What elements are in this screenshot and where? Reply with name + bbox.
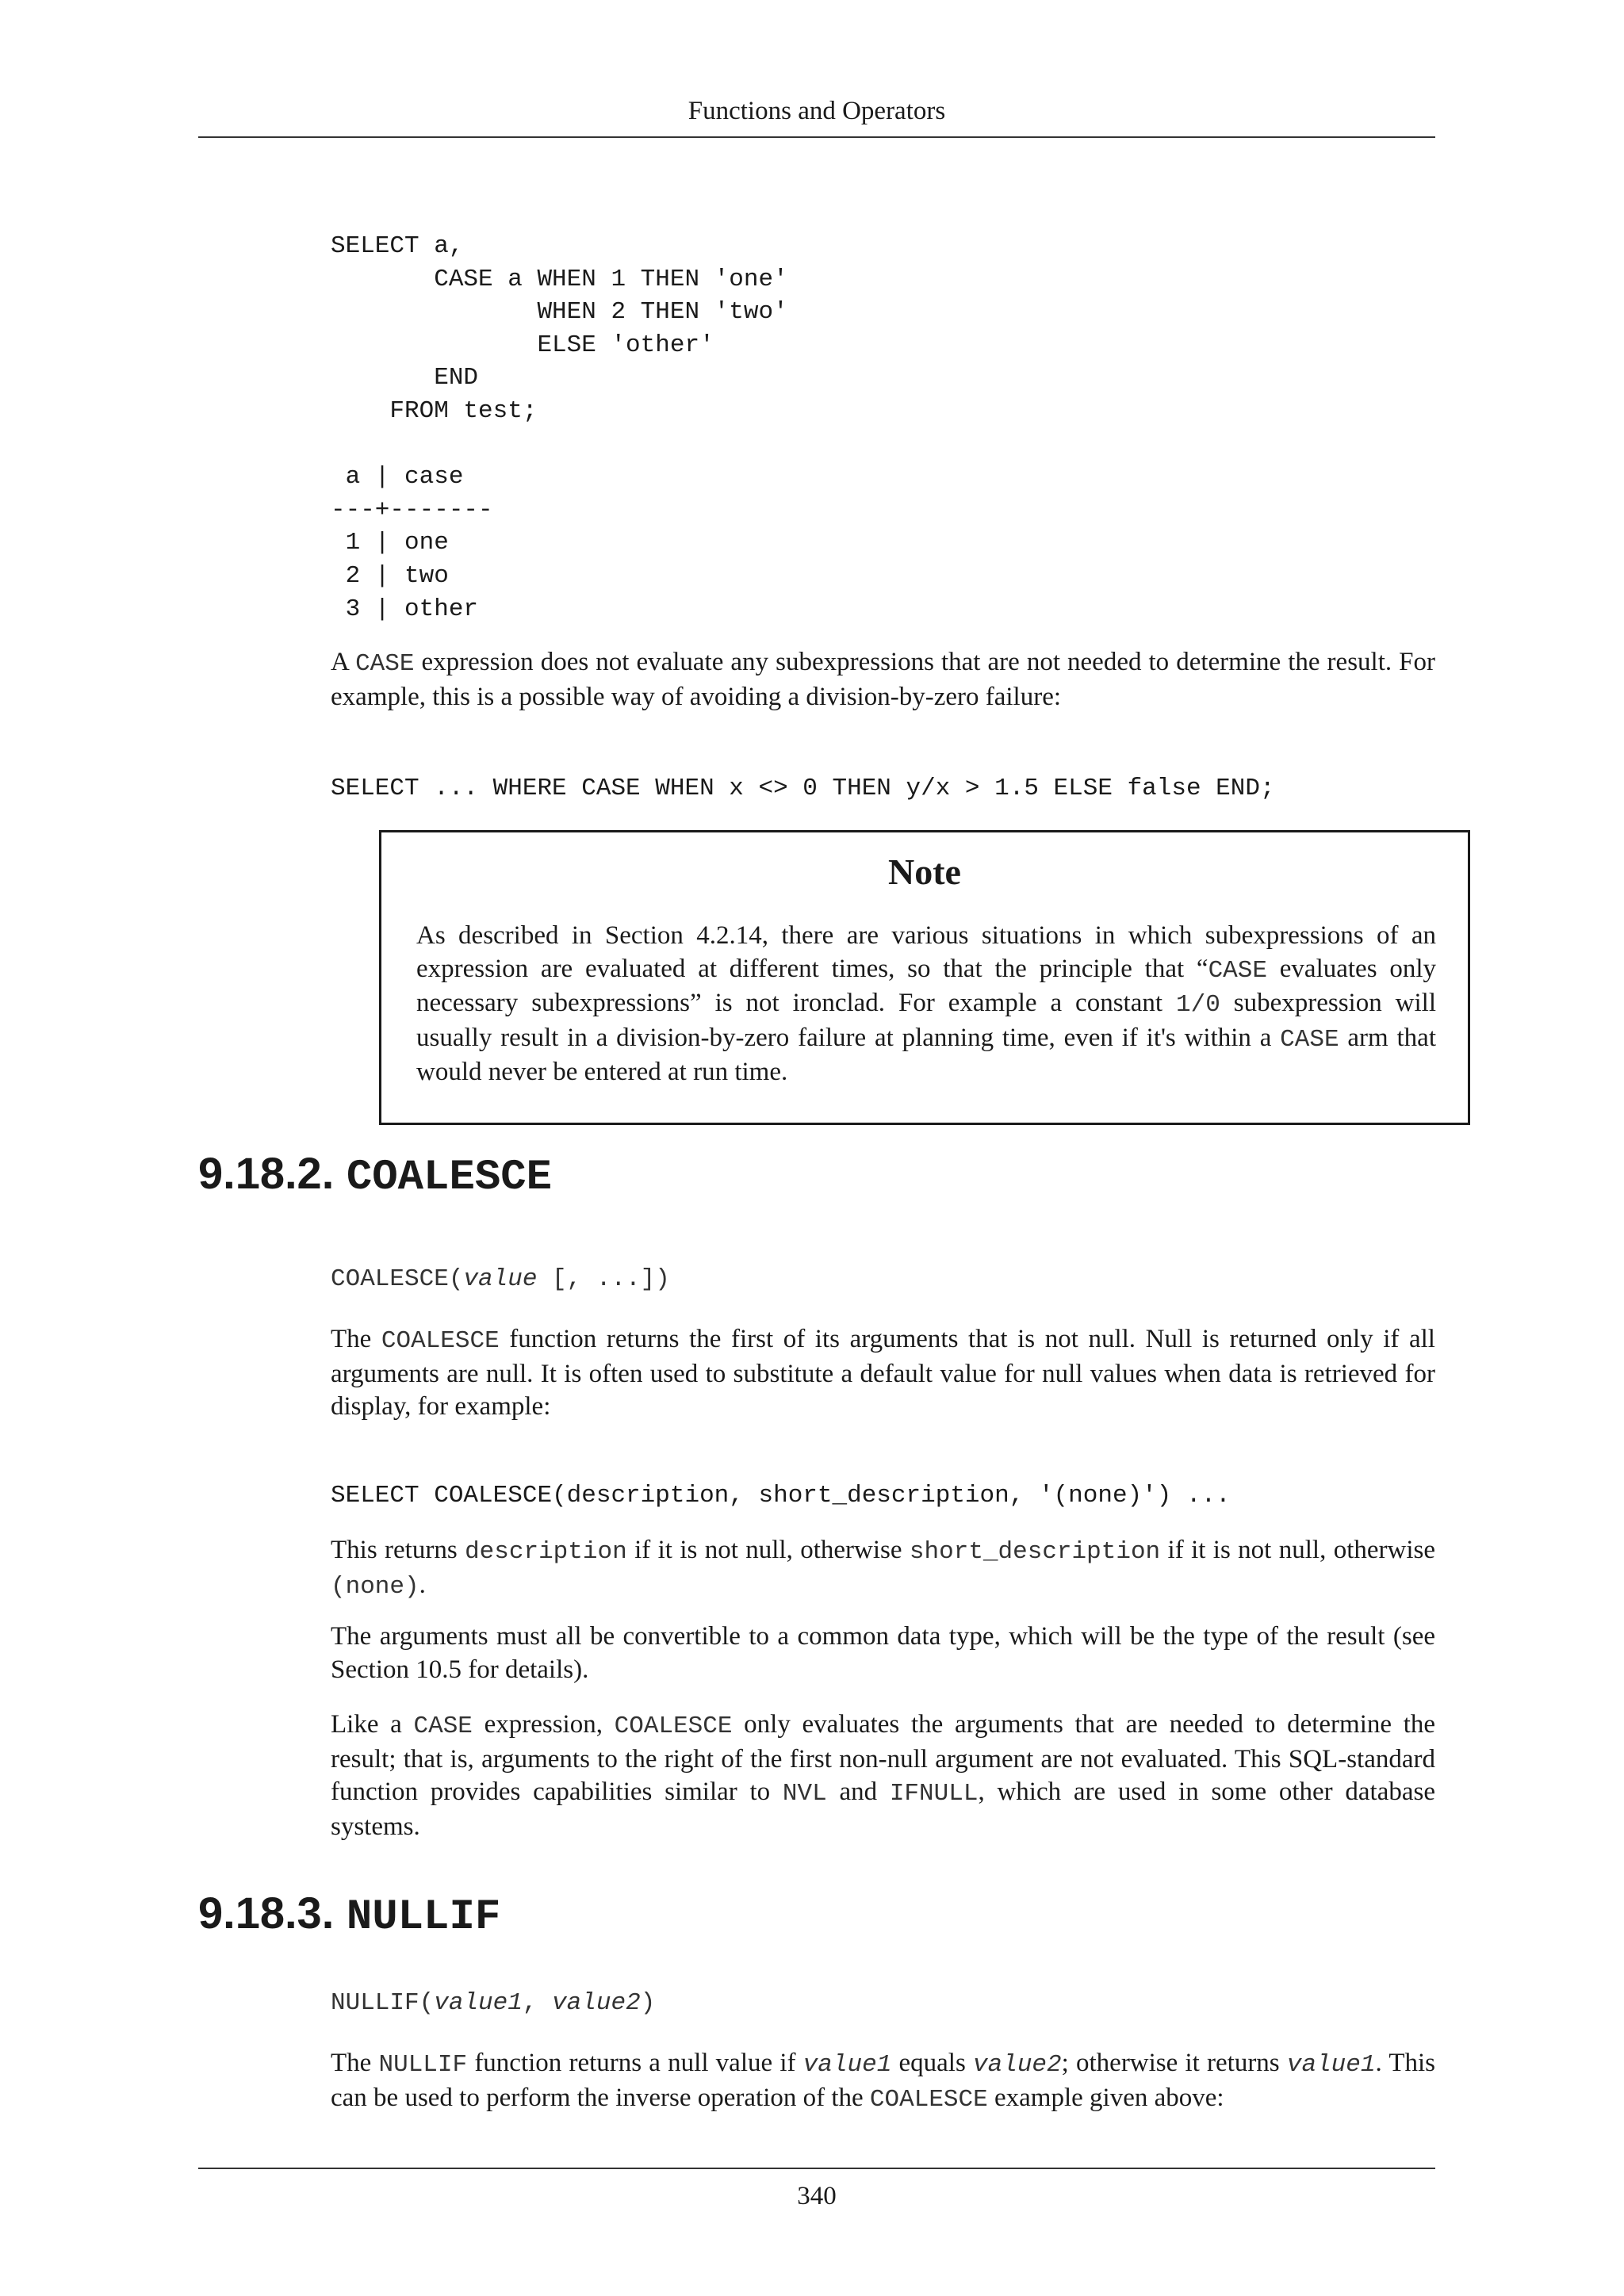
synopsis-rest: [, ...]) bbox=[537, 1265, 670, 1293]
code-block-case-example: SELECT a, CASE a WHEN 1 THEN 'one' WHEN 2 THEN 'two' ELSE 'other' END FROM test; a | case ---+------- 1 | one 2 | two 3 | other bbox=[331, 232, 788, 623]
inline-code: 1/0 bbox=[1175, 991, 1220, 1020]
text: subexpression will usually result in a division-by-zero failure at planning time, even if it's within a bbox=[416, 989, 1436, 1052]
section-name: COALESCE bbox=[346, 1154, 553, 1202]
text: This returns bbox=[331, 1536, 465, 1564]
text: The bbox=[331, 1325, 381, 1353]
section-number: 9.18.3. bbox=[198, 1888, 335, 1938]
text: . bbox=[419, 1570, 426, 1599]
inline-code: NULLIF bbox=[378, 2051, 468, 2079]
text: The bbox=[331, 2049, 379, 2077]
note-box bbox=[379, 830, 1470, 1125]
inline-code: (none) bbox=[331, 1572, 419, 1601]
paragraph-coalesce-types: The arguments must all be convertible to a common data type, which will be the type of the result (see Section 10.5 for details). bbox=[331, 1622, 1435, 1684]
inline-code: description bbox=[465, 1538, 627, 1566]
header-rule bbox=[198, 136, 1435, 138]
section-name: NULLIF bbox=[346, 1893, 501, 1942]
text: A bbox=[331, 648, 356, 676]
text: expression, bbox=[472, 1710, 615, 1739]
text: . This can be used to perform the inverse operation of the bbox=[331, 2049, 1435, 2112]
text: evaluates only necessary subexpressions” is not ironclad. For example a constant bbox=[416, 954, 1437, 1018]
synopsis-coalesce bbox=[331, 1261, 670, 1296]
parameter: value1 bbox=[1286, 2051, 1376, 2079]
section-number: 9.18.2. bbox=[198, 1148, 335, 1198]
code-block-coalesce-example: SELECT COALESCE(description, short_description, '(none)') ... bbox=[331, 1482, 1231, 1510]
parameter: value1 bbox=[434, 1989, 523, 2017]
parameter: value2 bbox=[552, 1989, 641, 2017]
paragraph-coalesce-lazy bbox=[331, 1709, 1435, 1843]
inline-code: NVL bbox=[782, 1780, 827, 1808]
paragraph-coalesce-returns bbox=[331, 1534, 1435, 1603]
inline-code: COALESCE bbox=[381, 1327, 500, 1355]
note-body bbox=[416, 920, 1436, 1089]
paragraph-nullif-description bbox=[331, 2047, 1435, 2116]
inline-code: IFNULL bbox=[889, 1780, 979, 1808]
text: Like a bbox=[331, 1710, 414, 1739]
function-name: COALESCE( bbox=[331, 1265, 464, 1293]
text: only evaluates the arguments that are needed to determine the result; that is, arguments to the right of the first non-null argument are not evaluated. This SQL-standard function provides capabilities similar to bbox=[331, 1710, 1436, 1807]
text: As described in Section 4.2.14, there are various situations in which subexpressions of an expression are evaluated at different times, so that the principle that “ bbox=[416, 921, 1436, 983]
section-heading-coalesce bbox=[198, 1146, 552, 1206]
code-block-division-by-zero: SELECT ... WHERE CASE WHEN x <> 0 THEN y/x > 1.5 ELSE false END; bbox=[331, 775, 1275, 802]
text: arm that would never be entered at run time. bbox=[416, 1023, 1436, 1087]
inline-code: CASE bbox=[355, 650, 415, 678]
text: ; otherwise it returns bbox=[1061, 2049, 1287, 2077]
parameter: value2 bbox=[973, 2051, 1062, 2079]
section-heading-nullif bbox=[198, 1885, 500, 1946]
text: example given above: bbox=[987, 2083, 1224, 2112]
inline-code: short_description bbox=[909, 1538, 1161, 1566]
text: expression does not evaluate any subexpressions that are not needed to determine the result. For example, this is a possible way of avoiding a division-by-zero failure: bbox=[331, 648, 1436, 711]
footer-rule bbox=[198, 2168, 1435, 2169]
parameter: value bbox=[463, 1265, 538, 1293]
inline-code: CASE bbox=[1280, 1025, 1339, 1054]
inline-code: COALESCE bbox=[869, 2085, 988, 2114]
synopsis-close: ) bbox=[640, 1989, 656, 2017]
paragraph-case-lazy-evaluation bbox=[331, 646, 1435, 714]
note-title: Note bbox=[888, 851, 961, 892]
function-name: NULLIF( bbox=[331, 1989, 435, 2017]
text: , which are used in some other database systems. bbox=[331, 1777, 1435, 1841]
paragraph-coalesce-description bbox=[331, 1323, 1435, 1424]
parameter: value1 bbox=[802, 2051, 892, 2079]
text: if it is not null, otherwise bbox=[626, 1536, 910, 1564]
text: equals bbox=[891, 2049, 974, 2077]
page-number: 340 bbox=[797, 2182, 837, 2210]
separator: , bbox=[522, 1989, 553, 2017]
inline-code: CASE bbox=[413, 1712, 473, 1740]
text: function returns the first of its arguments that is not null. Null is returned only if all arguments are null. It is often used to substitute a default value for null values when data is retrieved for display, for example: bbox=[331, 1325, 1435, 1422]
synopsis-nullif bbox=[331, 1984, 655, 2020]
text: function returns a null value if bbox=[467, 2049, 803, 2077]
text: if it is not null, otherwise bbox=[1160, 1536, 1435, 1564]
inline-code: CASE bbox=[1208, 956, 1267, 985]
text: and bbox=[826, 1777, 890, 1807]
running-header: Functions and Operators bbox=[688, 97, 946, 125]
inline-code: COALESCE bbox=[614, 1712, 733, 1740]
